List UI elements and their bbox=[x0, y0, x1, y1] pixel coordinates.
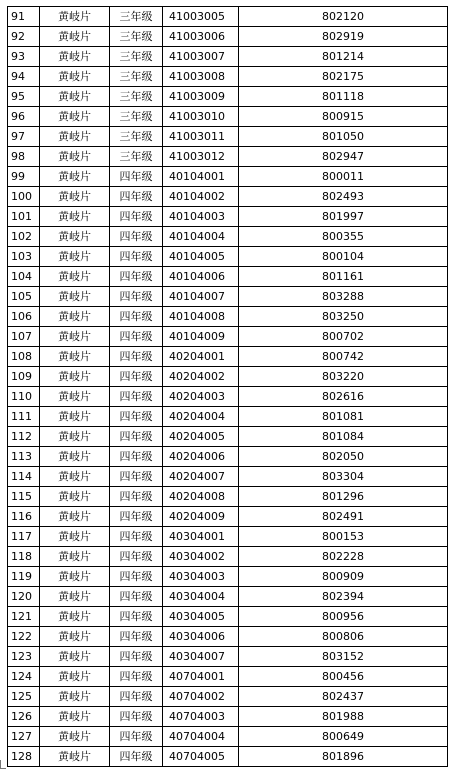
grade-cell: 四年级 bbox=[110, 307, 163, 327]
grade-cell: 四年级 bbox=[110, 587, 163, 607]
table-row bbox=[8, 47, 448, 67]
row-index-cell: 119 bbox=[8, 567, 40, 587]
table-row bbox=[8, 227, 448, 247]
table-row bbox=[8, 7, 448, 27]
table-row bbox=[8, 487, 448, 507]
code-cell: 802491 bbox=[239, 507, 448, 527]
table-row bbox=[8, 307, 448, 327]
grade-cell: 四年级 bbox=[110, 207, 163, 227]
code-cell: 800011 bbox=[239, 167, 448, 187]
grade-cell: 四年级 bbox=[110, 607, 163, 627]
class-id-cell: 40104007 bbox=[163, 287, 239, 307]
row-index-cell: 94 bbox=[8, 67, 40, 87]
grade-cell: 四年级 bbox=[110, 387, 163, 407]
row-index-cell: 110 bbox=[8, 387, 40, 407]
grade-cell: 三年级 bbox=[110, 47, 163, 67]
class-id-cell: 40204005 bbox=[163, 427, 239, 447]
class-id-cell: 40304004 bbox=[163, 587, 239, 607]
area-cell: 黄岐片 bbox=[40, 687, 110, 707]
grade-cell: 四年级 bbox=[110, 267, 163, 287]
table-body bbox=[8, 7, 448, 767]
grade-cell: 三年级 bbox=[110, 87, 163, 107]
code-cell: 802947 bbox=[239, 147, 448, 167]
area-cell: 黄岐片 bbox=[40, 107, 110, 127]
grade-cell: 四年级 bbox=[110, 547, 163, 567]
table-row bbox=[8, 287, 448, 307]
row-index-cell: 106 bbox=[8, 307, 40, 327]
row-index-cell: 96 bbox=[8, 107, 40, 127]
grade-cell: 四年级 bbox=[110, 167, 163, 187]
class-id-cell: 40704001 bbox=[163, 667, 239, 687]
class-id-cell: 40204007 bbox=[163, 467, 239, 487]
table-row bbox=[8, 127, 448, 147]
row-index-cell: 103 bbox=[8, 247, 40, 267]
class-id-cell: 40704003 bbox=[163, 707, 239, 727]
class-id-cell: 40104001 bbox=[163, 167, 239, 187]
grade-cell: 三年级 bbox=[110, 127, 163, 147]
class-id-cell: 41003007 bbox=[163, 47, 239, 67]
grade-cell: 四年级 bbox=[110, 227, 163, 247]
grade-cell: 四年级 bbox=[110, 467, 163, 487]
row-index-cell: 97 bbox=[8, 127, 40, 147]
code-cell: 801214 bbox=[239, 47, 448, 67]
class-id-cell: 40304005 bbox=[163, 607, 239, 627]
code-cell: 803250 bbox=[239, 307, 448, 327]
area-cell: 黄岐片 bbox=[40, 267, 110, 287]
area-cell: 黄岐片 bbox=[40, 407, 110, 427]
grade-cell: 四年级 bbox=[110, 707, 163, 727]
code-cell: 800649 bbox=[239, 727, 448, 747]
row-index-cell: 115 bbox=[8, 487, 40, 507]
code-cell: 801997 bbox=[239, 207, 448, 227]
class-id-cell: 40304003 bbox=[163, 567, 239, 587]
table-row bbox=[8, 67, 448, 87]
code-cell: 802493 bbox=[239, 187, 448, 207]
grade-cell: 四年级 bbox=[110, 247, 163, 267]
area-cell: 黄岐片 bbox=[40, 727, 110, 747]
table-row bbox=[8, 667, 448, 687]
class-id-cell: 40104004 bbox=[163, 227, 239, 247]
row-index-cell: 121 bbox=[8, 607, 40, 627]
area-cell: 黄岐片 bbox=[40, 467, 110, 487]
document-page bbox=[7, 6, 448, 767]
class-id-cell: 40704004 bbox=[163, 727, 239, 747]
table-row bbox=[8, 207, 448, 227]
code-cell: 802228 bbox=[239, 547, 448, 567]
table-row bbox=[8, 507, 448, 527]
table-row bbox=[8, 567, 448, 587]
area-cell: 黄岐片 bbox=[40, 247, 110, 267]
row-index-cell: 102 bbox=[8, 227, 40, 247]
area-cell: 黄岐片 bbox=[40, 147, 110, 167]
table-row bbox=[8, 327, 448, 347]
code-cell: 800153 bbox=[239, 527, 448, 547]
table-row bbox=[8, 387, 448, 407]
code-cell: 801050 bbox=[239, 127, 448, 147]
code-cell: 800702 bbox=[239, 327, 448, 347]
code-cell: 800742 bbox=[239, 347, 448, 367]
code-cell: 803288 bbox=[239, 287, 448, 307]
code-cell: 801896 bbox=[239, 747, 448, 767]
grade-cell: 四年级 bbox=[110, 727, 163, 747]
row-index-cell: 122 bbox=[8, 627, 40, 647]
table-row bbox=[8, 427, 448, 447]
area-cell: 黄岐片 bbox=[40, 187, 110, 207]
class-id-cell: 40104005 bbox=[163, 247, 239, 267]
area-cell: 黄岐片 bbox=[40, 567, 110, 587]
code-cell: 800909 bbox=[239, 567, 448, 587]
table-row bbox=[8, 267, 448, 287]
class-id-cell: 40104003 bbox=[163, 207, 239, 227]
class-id-cell: 40204008 bbox=[163, 487, 239, 507]
area-cell: 黄岐片 bbox=[40, 527, 110, 547]
code-cell: 802394 bbox=[239, 587, 448, 607]
code-cell: 800355 bbox=[239, 227, 448, 247]
code-cell: 802919 bbox=[239, 27, 448, 47]
class-id-cell: 41003005 bbox=[163, 7, 239, 27]
table-row bbox=[8, 347, 448, 367]
area-cell: 黄岐片 bbox=[40, 347, 110, 367]
table-row bbox=[8, 87, 448, 107]
table-row bbox=[8, 707, 448, 727]
code-cell: 801161 bbox=[239, 267, 448, 287]
class-id-cell: 40704005 bbox=[163, 747, 239, 767]
code-cell: 803152 bbox=[239, 647, 448, 667]
area-cell: 黄岐片 bbox=[40, 587, 110, 607]
table-row bbox=[8, 167, 448, 187]
class-id-cell: 40304006 bbox=[163, 627, 239, 647]
area-cell: 黄岐片 bbox=[40, 707, 110, 727]
grade-cell: 四年级 bbox=[110, 447, 163, 467]
row-index-cell: 108 bbox=[8, 347, 40, 367]
grade-cell: 三年级 bbox=[110, 107, 163, 127]
grade-cell: 三年级 bbox=[110, 67, 163, 87]
area-cell: 黄岐片 bbox=[40, 207, 110, 227]
grade-cell: 四年级 bbox=[110, 327, 163, 347]
area-cell: 黄岐片 bbox=[40, 447, 110, 467]
class-id-cell: 41003011 bbox=[163, 127, 239, 147]
class-id-cell: 41003010 bbox=[163, 107, 239, 127]
class-id-cell: 40204006 bbox=[163, 447, 239, 467]
area-cell: 黄岐片 bbox=[40, 27, 110, 47]
area-cell: 黄岐片 bbox=[40, 387, 110, 407]
code-cell: 803220 bbox=[239, 367, 448, 387]
row-index-cell: 128 bbox=[8, 747, 40, 767]
code-cell: 801988 bbox=[239, 707, 448, 727]
grade-cell: 四年级 bbox=[110, 527, 163, 547]
area-cell: 黄岐片 bbox=[40, 607, 110, 627]
code-cell: 800915 bbox=[239, 107, 448, 127]
table-row bbox=[8, 747, 448, 767]
code-cell: 802616 bbox=[239, 387, 448, 407]
code-cell: 802175 bbox=[239, 67, 448, 87]
row-index-cell: 91 bbox=[8, 7, 40, 27]
area-cell: 黄岐片 bbox=[40, 487, 110, 507]
table-row bbox=[8, 27, 448, 47]
area-cell: 黄岐片 bbox=[40, 127, 110, 147]
class-id-cell: 40304007 bbox=[163, 647, 239, 667]
row-index-cell: 113 bbox=[8, 447, 40, 467]
grade-cell: 四年级 bbox=[110, 747, 163, 767]
area-cell: 黄岐片 bbox=[40, 547, 110, 567]
row-index-cell: 123 bbox=[8, 647, 40, 667]
class-id-cell: 40104008 bbox=[163, 307, 239, 327]
table-row bbox=[8, 107, 448, 127]
grade-cell: 四年级 bbox=[110, 187, 163, 207]
row-index-cell: 116 bbox=[8, 507, 40, 527]
table-row bbox=[8, 587, 448, 607]
area-cell: 黄岐片 bbox=[40, 647, 110, 667]
row-index-cell: 99 bbox=[8, 167, 40, 187]
table-row bbox=[8, 547, 448, 567]
code-cell: 800806 bbox=[239, 627, 448, 647]
code-cell: 800456 bbox=[239, 667, 448, 687]
table-row bbox=[8, 467, 448, 487]
area-cell: 黄岐片 bbox=[40, 747, 110, 767]
code-cell: 800956 bbox=[239, 607, 448, 627]
table-row bbox=[8, 407, 448, 427]
table-row bbox=[8, 147, 448, 167]
grade-cell: 四年级 bbox=[110, 367, 163, 387]
row-index-cell: 92 bbox=[8, 27, 40, 47]
row-index-cell: 95 bbox=[8, 87, 40, 107]
area-cell: 黄岐片 bbox=[40, 287, 110, 307]
grade-cell: 三年级 bbox=[110, 27, 163, 47]
code-cell: 803304 bbox=[239, 467, 448, 487]
row-index-cell: 111 bbox=[8, 407, 40, 427]
code-cell: 801081 bbox=[239, 407, 448, 427]
table-row bbox=[8, 727, 448, 747]
area-cell: 黄岐片 bbox=[40, 307, 110, 327]
row-index-cell: 109 bbox=[8, 367, 40, 387]
class-id-cell: 40204002 bbox=[163, 367, 239, 387]
class-id-cell: 40204009 bbox=[163, 507, 239, 527]
area-cell: 黄岐片 bbox=[40, 227, 110, 247]
grade-cell: 四年级 bbox=[110, 507, 163, 527]
table-row bbox=[8, 367, 448, 387]
row-index-cell: 93 bbox=[8, 47, 40, 67]
code-cell: 802120 bbox=[239, 7, 448, 27]
class-id-cell: 40104002 bbox=[163, 187, 239, 207]
class-id-cell: 40704002 bbox=[163, 687, 239, 707]
grade-cell: 四年级 bbox=[110, 667, 163, 687]
class-id-cell: 40304002 bbox=[163, 547, 239, 567]
row-index-cell: 124 bbox=[8, 667, 40, 687]
grade-cell: 四年级 bbox=[110, 427, 163, 447]
grade-cell: 四年级 bbox=[110, 567, 163, 587]
row-index-cell: 125 bbox=[8, 687, 40, 707]
code-cell: 801296 bbox=[239, 487, 448, 507]
row-index-cell: 105 bbox=[8, 287, 40, 307]
area-cell: 黄岐片 bbox=[40, 427, 110, 447]
page-corner-mark bbox=[0, 760, 6, 769]
row-index-cell: 107 bbox=[8, 327, 40, 347]
row-index-cell: 120 bbox=[8, 587, 40, 607]
area-cell: 黄岐片 bbox=[40, 367, 110, 387]
area-cell: 黄岐片 bbox=[40, 47, 110, 67]
table-row bbox=[8, 527, 448, 547]
table-row bbox=[8, 647, 448, 667]
area-cell: 黄岐片 bbox=[40, 67, 110, 87]
grade-cell: 四年级 bbox=[110, 487, 163, 507]
class-code-table bbox=[7, 6, 448, 767]
row-index-cell: 104 bbox=[8, 267, 40, 287]
table-row bbox=[8, 447, 448, 467]
class-id-cell: 40204004 bbox=[163, 407, 239, 427]
class-id-cell: 40204003 bbox=[163, 387, 239, 407]
grade-cell: 三年级 bbox=[110, 147, 163, 167]
table-row bbox=[8, 627, 448, 647]
grade-cell: 四年级 bbox=[110, 347, 163, 367]
area-cell: 黄岐片 bbox=[40, 167, 110, 187]
code-cell: 802050 bbox=[239, 447, 448, 467]
grade-cell: 三年级 bbox=[110, 7, 163, 27]
row-index-cell: 112 bbox=[8, 427, 40, 447]
class-id-cell: 41003008 bbox=[163, 67, 239, 87]
class-id-cell: 40304001 bbox=[163, 527, 239, 547]
class-id-cell: 40204001 bbox=[163, 347, 239, 367]
table-row bbox=[8, 187, 448, 207]
table-row bbox=[8, 607, 448, 627]
code-cell: 802437 bbox=[239, 687, 448, 707]
area-cell: 黄岐片 bbox=[40, 667, 110, 687]
area-cell: 黄岐片 bbox=[40, 87, 110, 107]
row-index-cell: 100 bbox=[8, 187, 40, 207]
row-index-cell: 126 bbox=[8, 707, 40, 727]
table-row bbox=[8, 247, 448, 267]
grade-cell: 四年级 bbox=[110, 627, 163, 647]
code-cell: 800104 bbox=[239, 247, 448, 267]
grade-cell: 四年级 bbox=[110, 407, 163, 427]
area-cell: 黄岐片 bbox=[40, 627, 110, 647]
class-id-cell: 41003009 bbox=[163, 87, 239, 107]
grade-cell: 四年级 bbox=[110, 687, 163, 707]
row-index-cell: 118 bbox=[8, 547, 40, 567]
area-cell: 黄岐片 bbox=[40, 327, 110, 347]
row-index-cell: 127 bbox=[8, 727, 40, 747]
area-cell: 黄岐片 bbox=[40, 7, 110, 27]
class-id-cell: 40104009 bbox=[163, 327, 239, 347]
code-cell: 801084 bbox=[239, 427, 448, 447]
code-cell: 801118 bbox=[239, 87, 448, 107]
row-index-cell: 98 bbox=[8, 147, 40, 167]
class-id-cell: 41003006 bbox=[163, 27, 239, 47]
class-id-cell: 41003012 bbox=[163, 147, 239, 167]
row-index-cell: 101 bbox=[8, 207, 40, 227]
area-cell: 黄岐片 bbox=[40, 507, 110, 527]
class-id-cell: 40104006 bbox=[163, 267, 239, 287]
grade-cell: 四年级 bbox=[110, 287, 163, 307]
grade-cell: 四年级 bbox=[110, 647, 163, 667]
row-index-cell: 114 bbox=[8, 467, 40, 487]
table-row bbox=[8, 687, 448, 707]
row-index-cell: 117 bbox=[8, 527, 40, 547]
